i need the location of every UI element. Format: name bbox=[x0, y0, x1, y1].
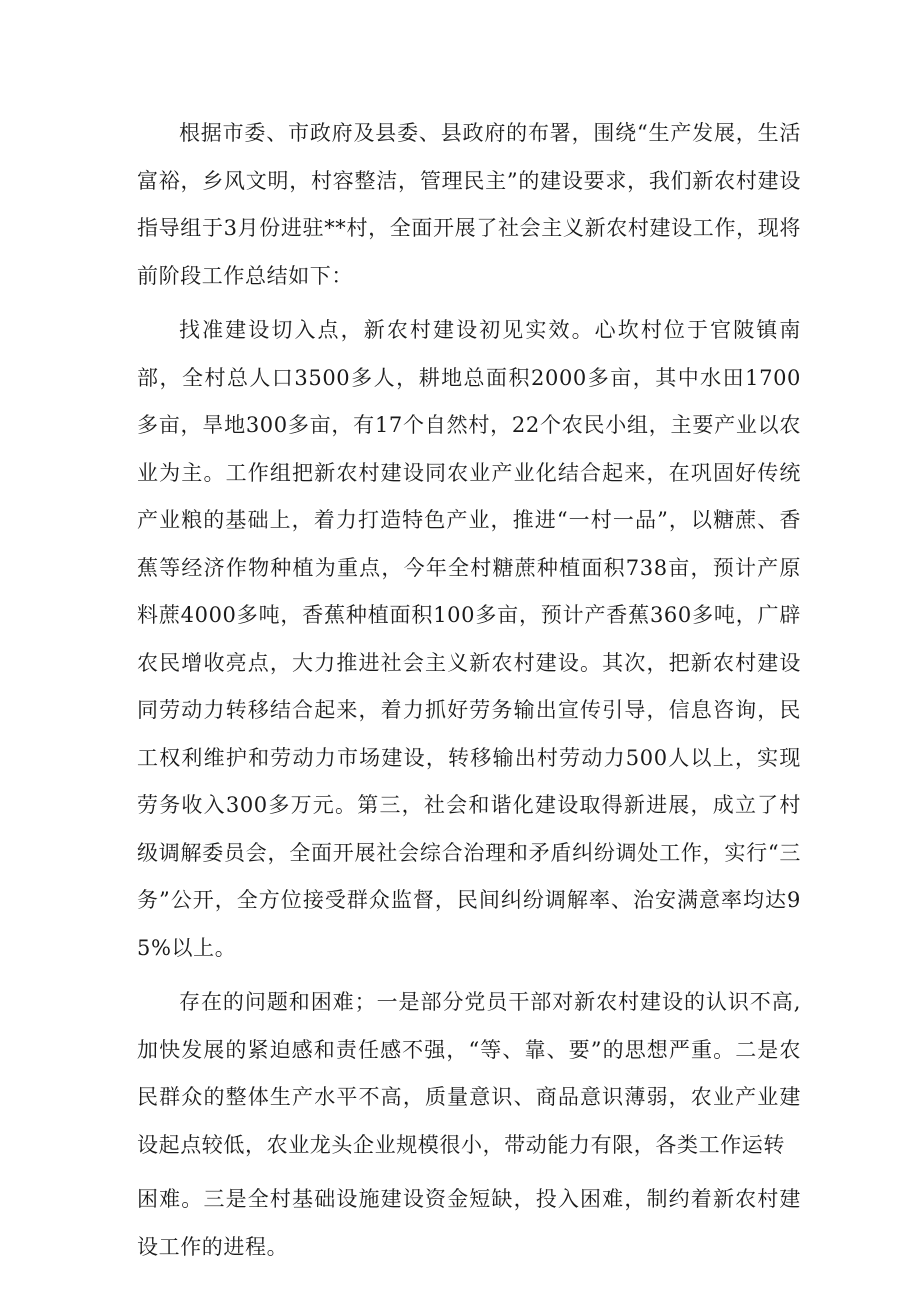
paragraph-achievements: 找准建设切入点，新农村建设初见实效。心坎村位于官陂镇南部，全村总人口3500多人，耕地总面积2000多亩，其中水田1700多亩，旱地300多亩，有17个自然村，22个农民小组，主要产业以农业为主。工作组把新农村建设同农业产业化结合起来，在巩固好传统产业粮的基础上，着力打造特色产业，推进“一村一品”，以糖蔗、香蕉等经济作物种植为重点，今年全村糖蔗种植面积738亩，预计产原料蔗4000多吨，香蕉种植面积100多亩，预计产香蕉360多吨，广辟农民增收亮点，大力推进社会主义新农村建设。其次，把新农村建设同劳动力转移结合起来，着力抓好劳务输出宣传引导，信息咨询，民工权利维护和劳动力市场建设，转移输出村劳动力500人以上，实现劳务收入300多万元。第三，社会和谐化建设取得新进展，成立了村级调解委员会，全面开展社会综合治理和矛盾纠纷调处工作，实行“三务”公开，全方位接受群众监督，民间纠纷调解率、治安满意率均达95%以上。 bbox=[137, 318, 801, 960]
paragraph-problems: 存在的问题和困难；一是部分党员干部对新农村建设的认识不高,加快发展的紧迫感和责任感不强，“等、靠、要”的思想严重。二是农民群众的整体生产水平不高，质量意识、商品意识薄弱，农业产业建设起点较低，农业龙头企业规模很小，带动能力有限，各类工作运转 bbox=[137, 990, 801, 1157]
paragraph-continuation: 困难。三是全村基础设施建设资金短缺，投入困难，制约着新农村建设工作的进程。 bbox=[137, 1187, 801, 1259]
document-body bbox=[137, 110, 801, 1271]
paragraph-intro: 根据市委、市政府及县委、县政府的布署，围绕“生产发展，生活富裕，乡风文明，村容整洁，管理民主”的建设要求，我们新农村建设指导组于3月份进驻**村，全面开展了社会主义新农村建设工作，现将前阶段工作总结如下： bbox=[137, 121, 801, 288]
